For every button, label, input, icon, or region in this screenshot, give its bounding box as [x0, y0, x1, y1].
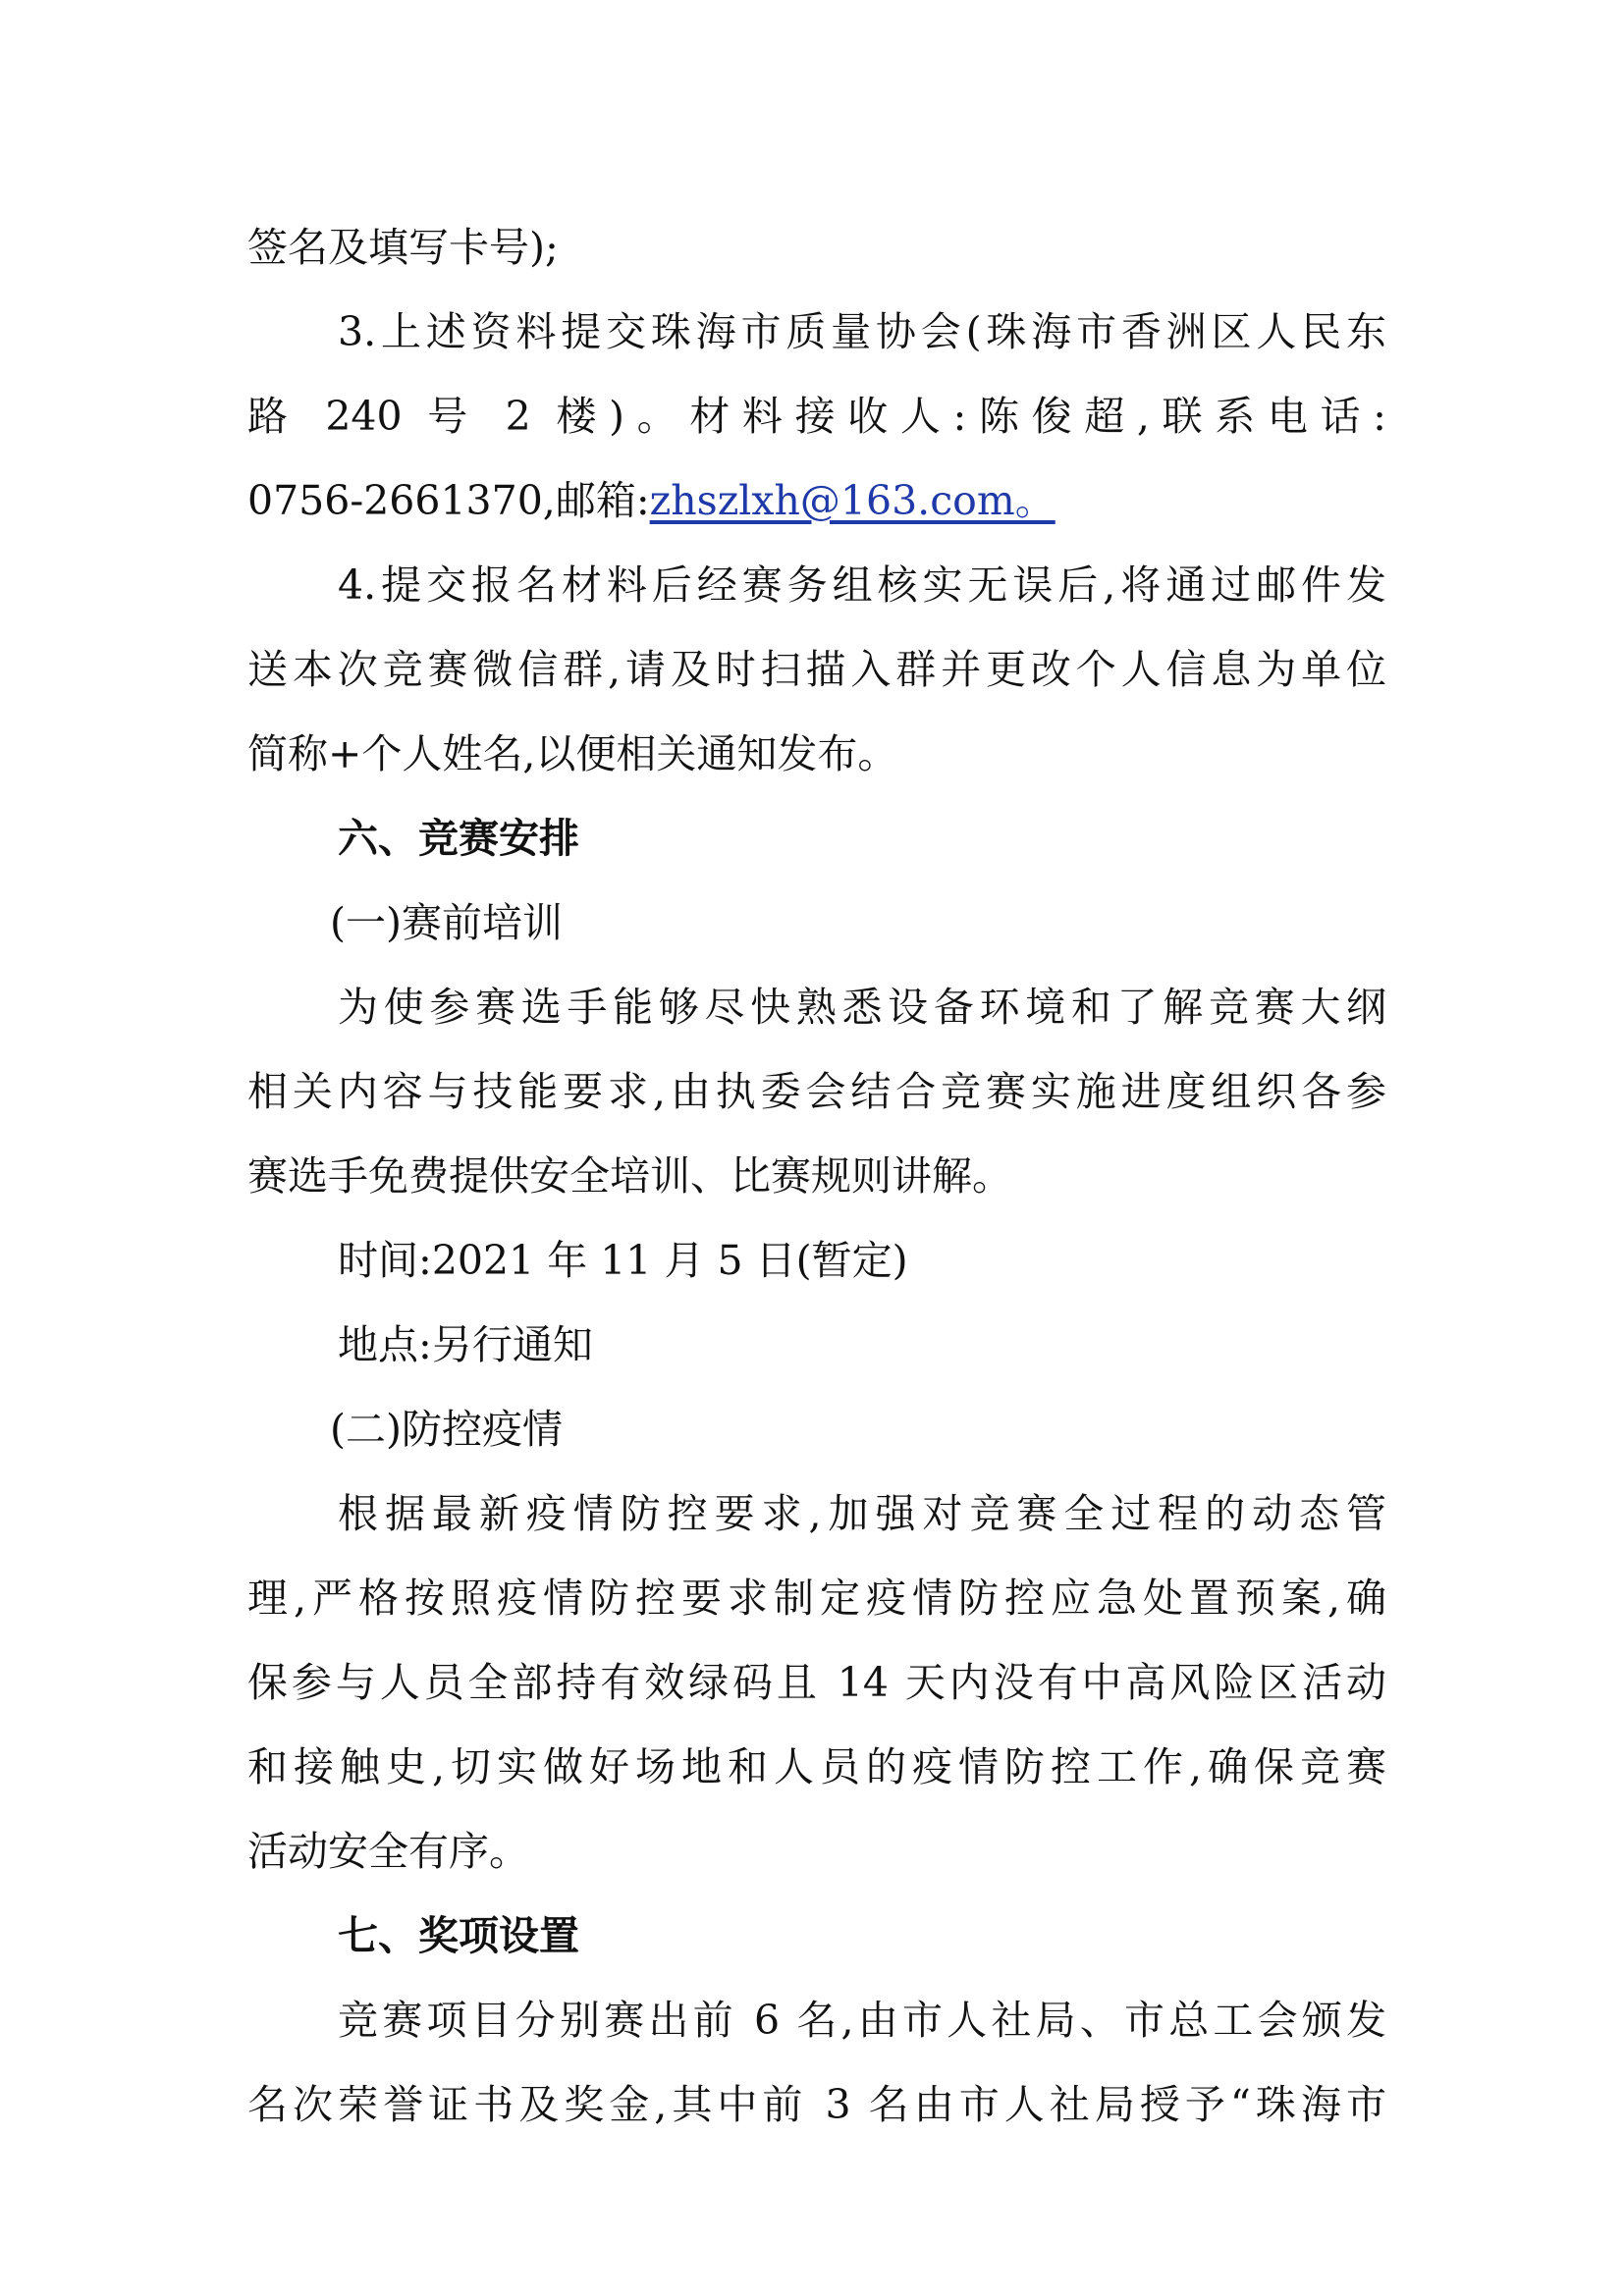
text-line: 简称+个人姓名,以便相关通知发布。 — [247, 730, 898, 777]
text-line — [247, 471, 1386, 530]
text-line: 路 240 号 2 楼)。材料接收人:陈俊超,联系电话: — [247, 393, 1386, 440]
section-heading: 七、奖项设置 — [338, 1912, 579, 1959]
text-line: 4.提交报名材料后经赛务组核实无误后,将通过邮件发 — [338, 561, 1386, 609]
email-link[interactable]: zhszlxh@163.com。 — [649, 477, 1056, 524]
text-line: 和接触史,切实做好场地和人员的疫情防控工作,确保竞赛 — [247, 1743, 1386, 1790]
text-line: 相关内容与技能要求,由执委会结合竞赛实施进度组织各参 — [247, 1068, 1386, 1115]
text-line: 活动安全有序。 — [247, 1828, 529, 1875]
text-line: 名次荣誉证书及奖金,其中前 3 名由市人社局授予“珠海市 — [247, 2081, 1386, 2128]
subsection-heading: (一)赛前培训 — [330, 899, 563, 946]
text-line: 3.上述资料提交珠海市质量协会(珠海市香洲区人民东 — [338, 308, 1386, 355]
text-line: 为使参赛选手能够尽快熟悉设备环境和了解竞赛大纲 — [338, 984, 1386, 1031]
text-line: 竞赛项目分别赛出前 6 名,由市人社局、市总工会颁发 — [338, 1997, 1386, 2044]
text-line: 时间:2021 年 11 月 5 日(暂定) — [338, 1237, 908, 1284]
subsection-heading: (二)防控疫情 — [330, 1406, 563, 1453]
text-line: 保参与人员全部持有效绿码且 14 天内没有中高风险区活动 — [247, 1659, 1386, 1706]
text-line: 赛选手免费提供安全培训、比赛规则讲解。 — [247, 1152, 1012, 1200]
section-heading: 六、竞赛安排 — [338, 815, 579, 862]
text-line: 理,严格按照疫情防控要求制定疫情防控应急处置预案,确 — [247, 1575, 1386, 1622]
contact-phone-text: 0756-2661370,邮箱: — [247, 477, 650, 524]
text-line: 签名及填写卡号); — [247, 224, 559, 271]
text-line: 地点:另行通知 — [338, 1321, 593, 1368]
text-line: 送本次竞赛微信群,请及时扫描入群并更改个人信息为单位 — [247, 646, 1386, 693]
text-line: 根据最新疫情防控要求,加强对竞赛全过程的动态管 — [338, 1490, 1386, 1537]
